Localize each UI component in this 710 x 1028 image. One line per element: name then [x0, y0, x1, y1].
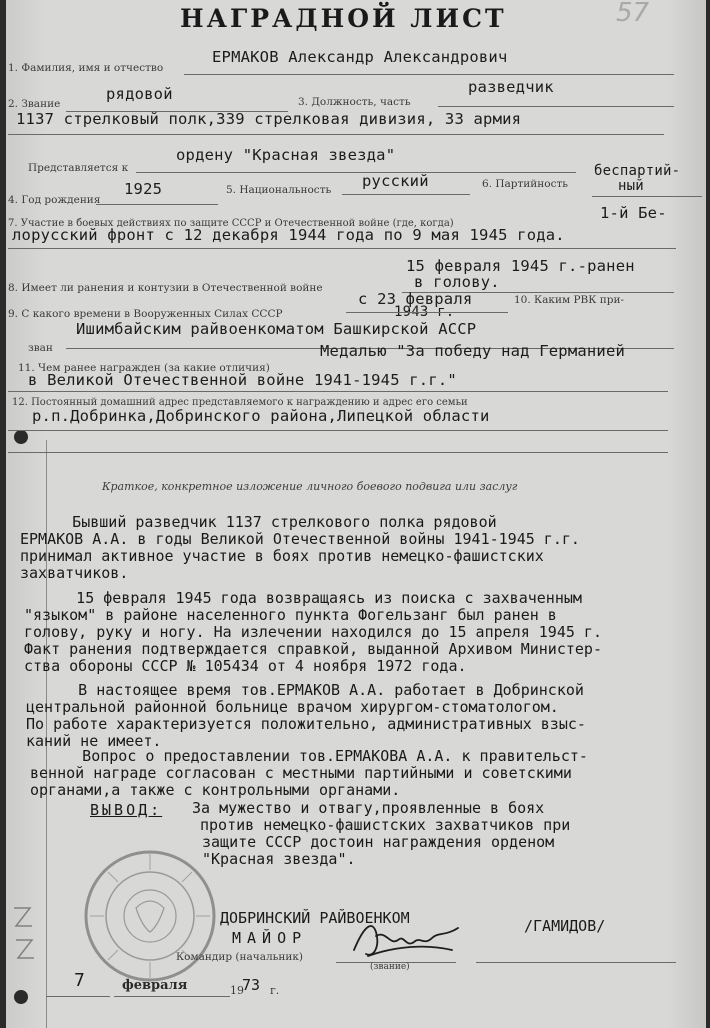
field-8-value-1: 15 февраля 1945 г.-ранен [406, 257, 635, 275]
field-7-value-2: лорусский фронт с 12 декабря 1944 года по 9 мая 1945 года. [12, 226, 565, 244]
unit-value: 1137 стрелковый полк,339 стрелковая дивизия, 33 армия [16, 110, 522, 128]
field-9-value-1: с 23 февраля [358, 290, 473, 308]
feat-line: В настоящее время тов.ЕРМАКОВ А.А. работает в Добринской [24, 681, 584, 699]
official-stamp [80, 846, 220, 986]
field-11-value-1: Медалью "За победу над Германией [320, 342, 626, 360]
underline [592, 196, 702, 197]
feat-line: венной награде согласован с местными партийными и советскими [30, 764, 572, 782]
underline [8, 430, 668, 431]
feat-line: 15 февраля 1945 года возвращаясь из поиска с захваченным [22, 589, 582, 607]
document-title: НАГРАДНОЙ ЛИСТ [180, 4, 507, 33]
underline [8, 248, 676, 249]
feat-line: голову, руку и ногу. На излечении находился до 15 апреля 1945 г. [24, 623, 602, 641]
feat-line: ства обороны СССР № 105434 от 4 ноября 1972 года. [24, 657, 467, 675]
date-year-unit: г. [270, 984, 280, 997]
field-10-label: 10. Каким РВК при- [514, 294, 624, 306]
field-1-value: ЕРМАКОВ Александр Александрович [212, 48, 508, 66]
field-2-label: 2. Звание [8, 98, 61, 110]
page-number: 57 [616, 0, 650, 28]
feat-line: центральной районной больнице врачом хирургом-стоматологом. [26, 698, 559, 716]
underline [136, 172, 576, 173]
field-7-label: 7. Участие в боевых действиях по защите СССР и Отечественной войне (где, когда) [8, 218, 454, 229]
date-year-prefix: 19 [230, 984, 244, 997]
underline [476, 962, 676, 963]
feat-line: Вопрос о предоставлении тов.ЕРМАКОВА А.А. к правительст- [28, 747, 588, 765]
feat-line: каний не имеет. [26, 732, 162, 750]
underline [8, 452, 668, 453]
underline [8, 391, 668, 392]
field-5-value: русский [362, 172, 429, 190]
date-day: 7 [74, 970, 85, 991]
field-2-value: рядовой [106, 85, 173, 103]
feat-line: "языком" в районе населенного пункта Фогельзанг был ранен в [24, 606, 557, 624]
signatory-rank: МАЙОР [232, 929, 308, 947]
underline [46, 996, 110, 997]
conclusion-line: За мужество и отвагу,проявленные в боях [192, 799, 545, 817]
handwritten-signature [346, 906, 466, 966]
feat-line: захватчиков. [20, 564, 129, 582]
date-month: февраля [122, 978, 188, 993]
underline [342, 194, 470, 195]
field-5-label: 5. Национальность [226, 184, 332, 196]
field-9-label: 9. С какого времени в Вооруженных Силах СССР [8, 308, 283, 320]
commander-label: Командир (начальник) [176, 951, 303, 963]
field-8-label: 8. Имеет ли ранения и контузии в Отечественной войне [8, 282, 323, 294]
field-11-value-2: в Великой Отечественной войне 1941-1945 г.г." [28, 371, 457, 389]
field-4-value: 1925 [124, 180, 163, 198]
feat-heading: Краткое, конкретное изложение личного боевого подвига или заслуг [102, 480, 518, 493]
field-3-label: 3. Должность, часть [298, 96, 411, 108]
underline [96, 204, 218, 205]
field-6-value-2: ный [618, 178, 644, 194]
underline [184, 74, 674, 75]
underline [114, 996, 230, 997]
feat-line: По работе характеризуется положительно, административных взыс- [26, 715, 586, 733]
conclusion-line: "Красная звезда". [202, 850, 356, 868]
signatory-name: /ГАМИДОВ/ [524, 917, 606, 935]
date-year-suffix: 73 [242, 976, 261, 994]
field-4-label: 4. Год рождения [8, 194, 101, 206]
feat-line: органами,а также с контрольными органами. [30, 781, 401, 799]
conclusion-line: защите СССР достоин награждения орденом [202, 833, 555, 851]
field-1-label: 1. Фамилия, имя и отчество [8, 62, 164, 74]
field-12-value: р.п.Добринка,Добринского района,Липецкой области [32, 407, 490, 425]
field-11-label: 11. Чем ранее награжден (за какие отличия) [18, 362, 270, 374]
field-10-label-cont: зван [28, 342, 53, 354]
field-3-value: разведчик [468, 78, 554, 96]
presented-label: Представляется к [28, 162, 129, 174]
signatory-office: ДОБРИНСКИЙ РАЙВОЕНКОМ [220, 909, 410, 927]
award-sheet [6, 0, 706, 1028]
field-6-label: 6. Партийность [482, 178, 569, 190]
conclusion-line: против немецко-фашистских захватчиков при [200, 816, 571, 834]
feat-line: Факт ранения подтверждается справкой, выданной Архивом Министер- [24, 640, 602, 658]
underline [8, 134, 664, 135]
conclusion-label: ВЫВОД: [90, 801, 163, 819]
feat-line: принимал активное участие в боях против немецко-фашистских [20, 547, 544, 565]
feat-line: Бывший разведчик 1137 стрелкового полка рядовой [18, 513, 497, 531]
presented-value: ордену "Красная звезда" [176, 146, 396, 164]
margin-marks [8, 896, 48, 976]
field-10-value: Ишимбайским райвоенкоматом Башкирской АССР [76, 320, 477, 338]
field-6-value-1: беспартий- [594, 163, 681, 179]
underline [438, 106, 674, 107]
field-8-value-2: в голову. [414, 273, 500, 291]
field-7-value-1: 1-й Бе- [600, 204, 667, 222]
field-9-value-2: 1943 г. [394, 304, 455, 320]
feat-line: ЕРМАКОВ А.А. в годы Великой Отечественной войны 1941-1945 г.г. [20, 530, 580, 548]
rank-label: (звание) [370, 962, 410, 972]
underline [346, 312, 508, 313]
field-12-label: 12. Постоянный домашний адрес представляемого к награждению и адрес его семьи [12, 397, 468, 408]
